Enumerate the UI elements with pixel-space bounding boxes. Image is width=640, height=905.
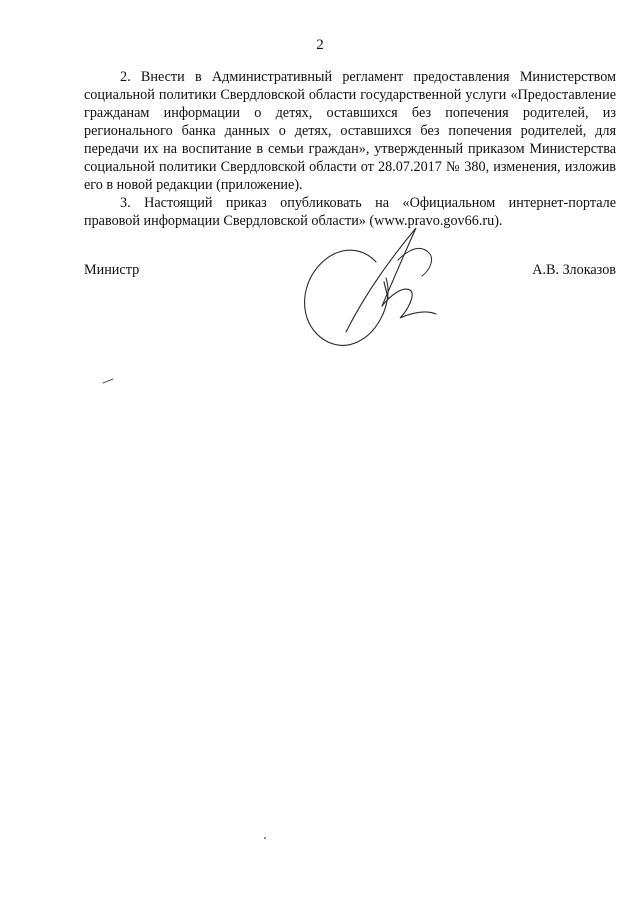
document-body	[84, 68, 616, 230]
signatory-name: А.В. Злоказов	[532, 262, 616, 278]
paragraph-amendment: 2. Внести в Административный регламент предоставления Министерством социальной политики Свердловской области государственной услуги «Предоставление гражданам информации о детях, оставшихся без попечения родителей, из регионального банка данных о детях, оставшихся без попечения родителей, для передачи их на воспитание в семьи граждан», утвержденный приказом Министерства социальной политики Свердловской области от 28.07.2017 № 380, изменения, изложив его в новой редакции (приложение).	[84, 69, 616, 193]
signatory-title: Министр	[84, 262, 140, 278]
stray-pen-mark	[102, 378, 114, 384]
paragraph-publication: 3. Настоящий приказ опубликовать на «Официальном интернет-портале правовой информации Свердловской области» (www.pravo.gov66.ru).	[84, 195, 616, 229]
signature-stroke-tail	[382, 289, 436, 318]
page-number: 2	[316, 37, 324, 53]
signature-stroke-flourish	[398, 248, 432, 276]
scan-speck	[264, 837, 266, 839]
handwritten-signature	[298, 220, 448, 355]
